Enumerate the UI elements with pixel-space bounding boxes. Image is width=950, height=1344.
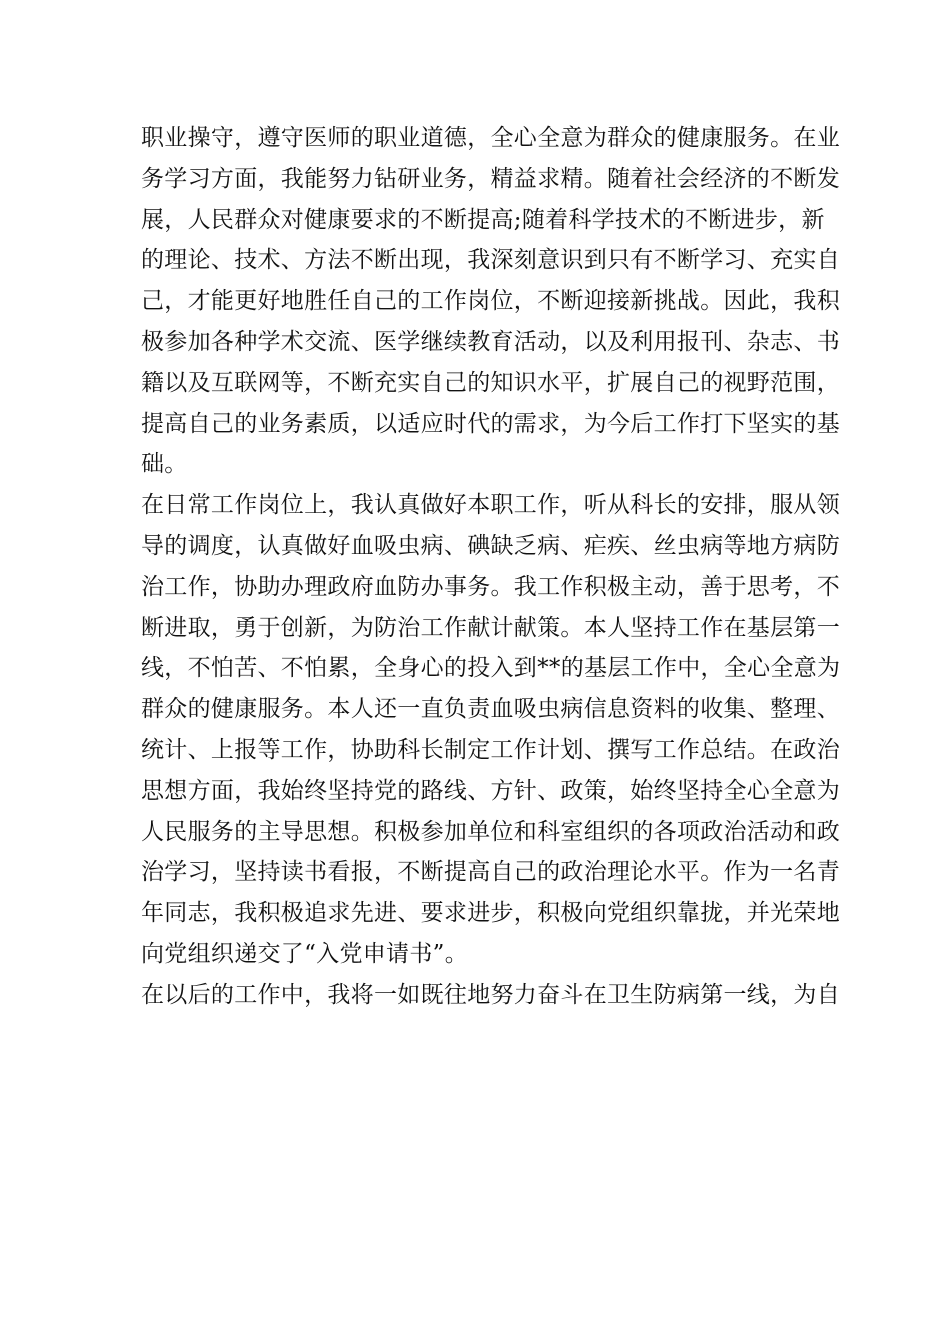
paragraph-3 <box>141 975 840 1016</box>
text-line: 职业操守，遵守医师的职业道德，全心全意为群众的健康服务。在业 <box>141 125 840 151</box>
document-body <box>141 118 841 1016</box>
text-line: 断进取，勇于创新，为防治工作献计献策。本人坚持工作在基层第一 <box>141 614 840 641</box>
text-line: 展，人民群众对健康要求的不断提高;随着科学技术的不断进步，新 <box>141 206 825 233</box>
paragraph-1 <box>141 118 840 485</box>
text-line: 务学习方面，我能努力钻研业务，精益求精。随着社会经济的不断发 <box>141 165 840 192</box>
text-line: 思想方面，我始终坚持党的路线、方针、政策，始终坚持全心全意为 <box>141 777 840 804</box>
text-line: 向党组织递交了“入党申请书”。 <box>141 940 469 967</box>
text-line: 人民服务的主导思想。积极参加单位和科室组织的各项政治活动和政 <box>141 818 840 845</box>
text-line: 在以后的工作中，我将一如既往地努力奋斗在卫生防病第一线，为自 <box>141 981 840 1008</box>
text-line: 础。 <box>141 451 188 478</box>
text-line: 年同志，我积极追求先进、要求进步，积极向党组织靠拢，并光荣地 <box>141 900 840 927</box>
text-line: 线，不怕苦、不怕累，全身心的投入到**的基层工作中，全心全意为 <box>141 655 841 682</box>
text-line: 导的调度，认真做好血吸虫病、碘缺乏病、疟疾、丝虫病等地方病防 <box>141 532 840 559</box>
text-line: 在日常工作岗位上，我认真做好本职工作，听从科长的安排，服从领 <box>141 492 840 519</box>
text-line: 的理论、技术、方法不断出现，我深刻意识到只有不断学习、充实自 <box>141 247 840 274</box>
text-line: 提高自己的业务素质，以适应时代的需求，为今后工作打下坚实的基 <box>141 410 840 437</box>
paragraph-2 <box>141 485 841 975</box>
text-line: 己，才能更好地胜任自己的工作岗位，不断迎接新挑战。因此，我积 <box>141 288 840 315</box>
text-line: 群众的健康服务。本人还一直负责血吸虫病信息资料的收集、整理、 <box>141 696 840 723</box>
text-line: 治工作，协助办理政府血防办事务。我工作积极主动，善于思考，不 <box>141 573 840 600</box>
text-line: 极参加各种学术交流、医学继续教育活动，以及利用报刊、杂志、书 <box>141 328 840 355</box>
text-line: 统计、上报等工作，协助科长制定工作计划、撰写工作总结。在政治 <box>141 736 840 763</box>
text-line: 籍以及互联网等，不断充实自己的知识水平，扩展自己的视野范围， <box>141 369 840 396</box>
text-line: 治学习，坚持读书看报，不断提高自己的政治理论水平。作为一名青 <box>141 859 840 886</box>
